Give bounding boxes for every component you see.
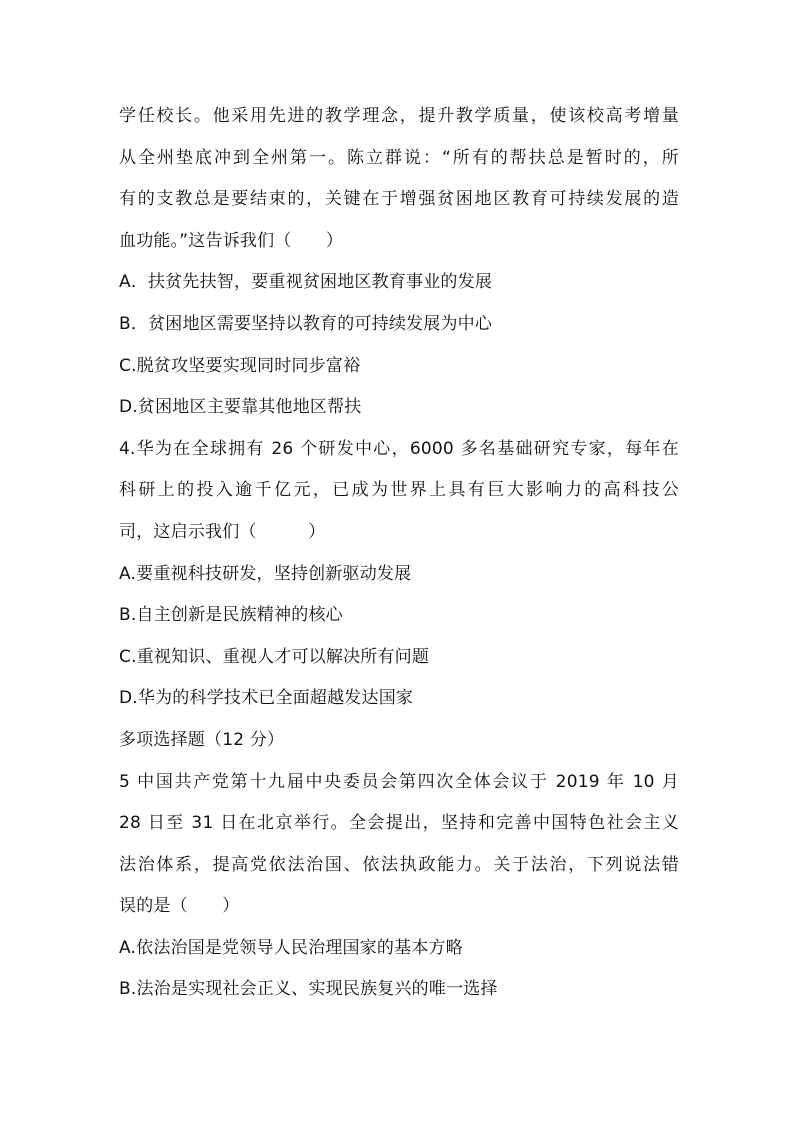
option-b-q5: B.法治是实现社会正义、实现民族复兴的唯一选择: [119, 979, 498, 1000]
option-b-q4: B.自主创新是民族精神的核心: [119, 605, 343, 626]
option-d-q3: D.贫困地区主要靠其他地区帮扶: [119, 397, 362, 418]
question-5-line-4: 误的是（ ）: [119, 896, 240, 917]
question-5-line-2: 28 日至 31 日在北京举行。全会提出，坚持和完善中国特色社会主义: [119, 813, 679, 834]
option-c-q3: C.脱贫攻坚要实现同时同步富裕: [119, 355, 361, 376]
section-heading-multiple-choice: 多项选择题（12 分）: [119, 729, 285, 750]
text-line-4: 血功能。”这告诉我们（ ）: [119, 230, 344, 251]
text-line-1: 学任校长。他采用先进的教学理念，提升教学质量，使该校高考增量: [119, 106, 679, 126]
question-4-line-2: 科研上的投入逾千亿元，已成为世界上具有巨大影响力的高科技公: [119, 480, 679, 501]
question-5-line-1: 5 中国共产党第十九届中央委员会第四次全体会议于 2019 年 10 月: [119, 771, 679, 792]
question-text-block: [119, 96, 679, 1011]
option-c-q4: C.重视知识、重视人才可以解决所有问题: [119, 646, 430, 667]
question-5-line-3: 法治体系，提高党依法治国、依法执政能力。关于法治，下列说法错: [119, 854, 679, 875]
text-line-2: 从全州垫底冲到全州第一。陈立群说：“所有的帮扶总是暂时的，所: [119, 147, 679, 168]
question-4-line-1: 4.华为在全球拥有 26 个研发中心，6000 多名基础研究专家，每年在: [119, 438, 679, 459]
option-d-q4: D.华为的科学技术已全面超越发达国家: [119, 688, 414, 709]
option-b-q3: B．贫困地区需要坚持以教育的可持续发展为中心: [119, 313, 493, 334]
option-a-q4: A.要重视科技研发，坚持创新驱动发展: [119, 563, 412, 584]
option-a-q3: A．扶贫先扶智，要重视贫困地区教育事业的发展: [119, 272, 493, 293]
question-4-line-3: 司，这启示我们（ ）: [119, 521, 326, 542]
option-a-q5: A.依法治国是党领导人民治理国家的基本方略: [119, 937, 463, 958]
text-line-3: 有的支教总是要结束的，关键在于增强贫困地区教育可持续发展的造: [119, 189, 679, 210]
